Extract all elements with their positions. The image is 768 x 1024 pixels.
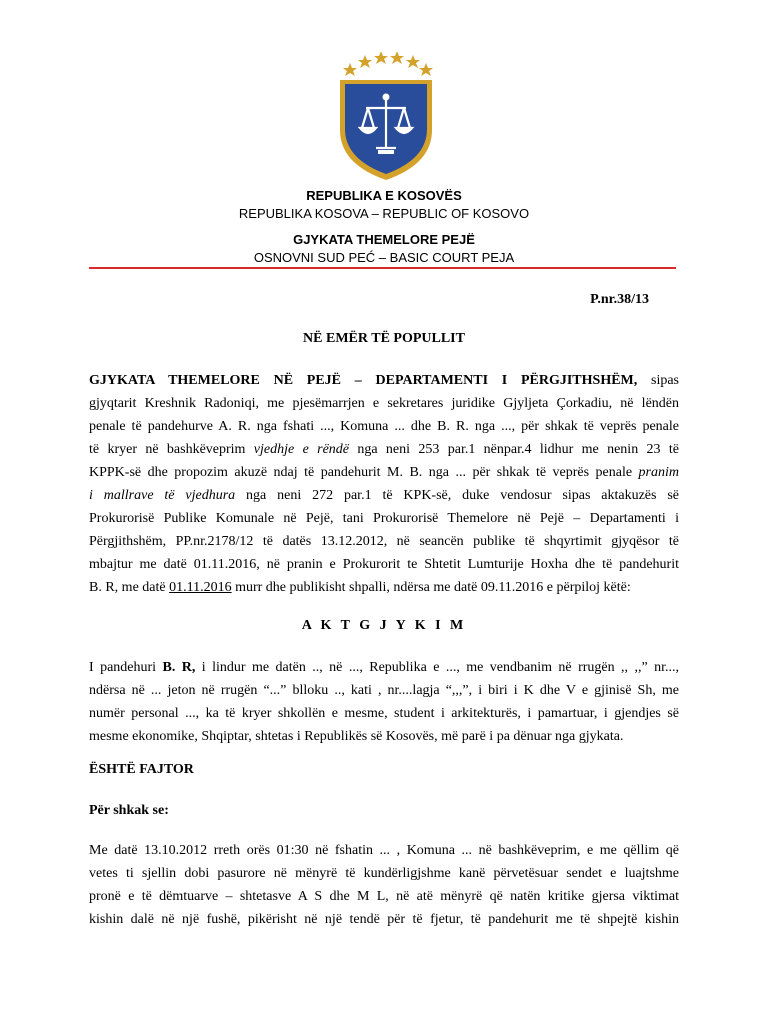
text-line: të kryer në bashkëveprim vjedhje e rëndë nga neni 253 par.1 nënpar.4 lidhur me nenin 23 të <box>89 442 680 457</box>
facts-paragraph <box>89 839 679 931</box>
header-divider <box>89 267 676 269</box>
text-line: mesme ekonomike, Shqiptar, shtetas i Republikës së Kosovës, më parë i pa dënuar nga gjykata. <box>89 729 624 744</box>
header-republic-translations: REPUBLIKA KOSOVA – REPUBLIC OF KOSOVO <box>238 206 530 221</box>
text-line: GJYKATA THEMELORE NË PEJË – DEPARTAMENTI I PËRGJITHSHËM, sipas <box>89 373 680 388</box>
text-line: vetes ti sjellin dobi pasurore në mënyrë të kundërligjshme kanë përvetësuar sendet e luajtshme <box>89 866 679 881</box>
text-line: B. R, me datë 01.11.2016 murr dhe publikisht shpalli, ndërsa me datë 09.11.2016 e përpiloj këtë: <box>89 580 631 595</box>
header-court-translations: OSNOVNI SUD PEĆ – BASIC COURT PEJA <box>253 250 515 265</box>
text-line: I pandehuri B. R, i lindur me datën .., në ..., Republika e ..., me vendbanim në rrugën ,, ,,” nr..., <box>89 660 679 675</box>
text-line: numër personal ..., ka të kryer shkollën e mesme, student i arkitekturës, i pamartuar, i gjendjes së <box>89 706 679 721</box>
text-line: Përgjithshëm, PP.nr.2178/12 të datës 13.12.2012, në seancën publike të shqyrtimit gjyqësor të <box>89 534 679 549</box>
text-line: Prokurorisë Publike Komunale në Pejë, tani Prokurorisë Themelore në Pejë – Departamenti i <box>89 511 679 526</box>
text-line: mbajtur me datë 01.11.2016, në pranin e Prokurorit te Shtetit Lumturije Hoxha dhe të pandehurit <box>89 557 679 572</box>
because-heading: Për shkak se: <box>89 803 169 818</box>
verdict-title: A K T G J Y K I M <box>301 618 467 633</box>
text-line: ndërsa në ... jeton në rrugën “...” blloku .., kati , nr....lagja “,,,”, i biri i K dhe V e gjinisë Sh, me <box>89 683 679 698</box>
case-number: P.nr.38/13 <box>590 292 649 307</box>
court-name: GJYKATA THEMELORE NË PEJË – DEPARTAMENTI I PËRGJITHSHËM, <box>89 373 638 388</box>
text-line: penale të pandehurve A. R. nga fshati ..., Komuna ... dhe B. R. nga ..., për shkak të veprës penale <box>89 419 679 434</box>
header-court: GJYKATA THEMELORE PEJË <box>293 232 475 247</box>
court-emblem-icon <box>334 52 438 182</box>
text-line: i mallrave të vjedhura nga neni 272 par.1 të KPK-së, duke vendosur sipas aktakuzës së <box>89 488 680 503</box>
text-line: gjyqtarit Kreshnik Radoniqi, me pjesëmarrjen e sekretares juridike Gjyljeta Çorkadiu, në lëndën <box>89 396 679 411</box>
intro-paragraph <box>89 369 679 599</box>
header-republic: REPUBLIKA E KOSOVËS <box>306 188 462 203</box>
text-line: KPPK-së dhe propozim akuzë ndaj të pandehurit M. B. nga ... për shkak të veprës penale pranim <box>89 465 679 480</box>
defendant-paragraph <box>89 656 679 748</box>
guilty-heading: ËSHTË FAJTOR <box>89 762 194 777</box>
text-line: pronë e të dëmtuarve – shtetasve A S dhe M L, në atë mënyrë që natën kritike gjersa viktimat <box>89 889 679 904</box>
text-line: Me datë 13.10.2012 rreth orës 01:30 në fshatin ... , Komuna ... në bashkëveprim, e me qëllim që <box>89 843 679 858</box>
text-line: kishin dalë në një fushë, pikërisht në një tendë për të fjetur, të pandehurit me të shpejtë kishin <box>89 912 679 927</box>
document-title: NË EMËR TË POPULLIT <box>303 331 465 346</box>
